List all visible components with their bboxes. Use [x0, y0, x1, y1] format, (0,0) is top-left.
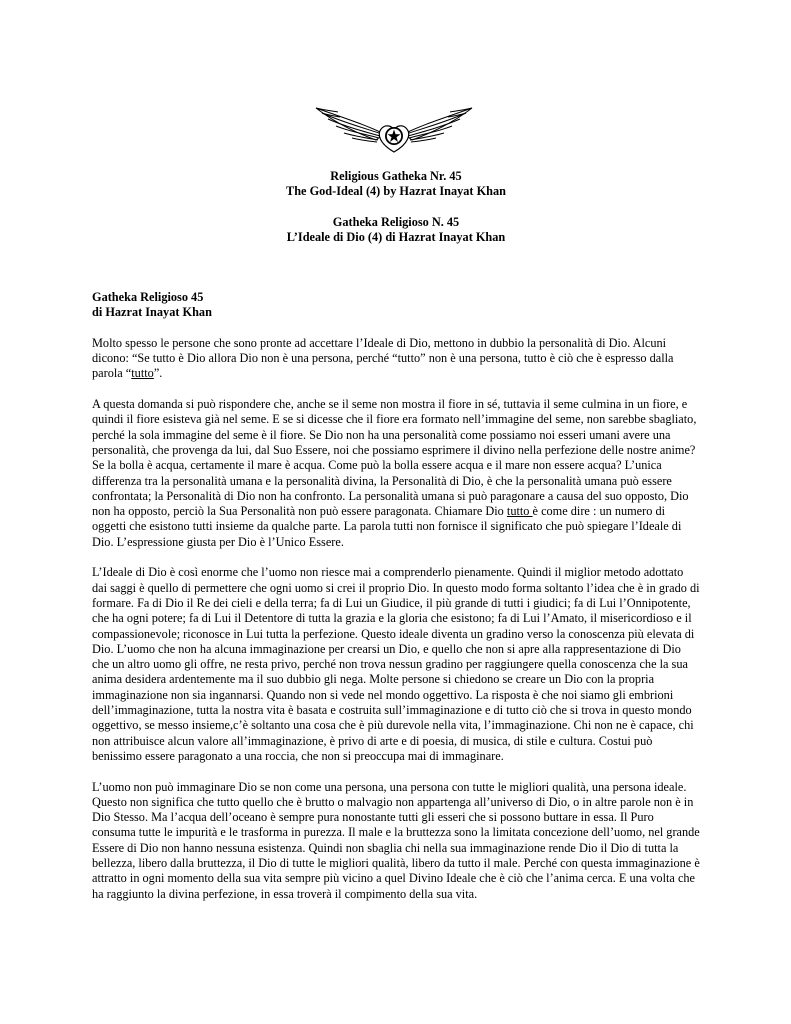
title-english-line1: Religious Gatheka Nr. 45 [330, 169, 462, 183]
paragraph-2-underlined: tutto [506, 504, 533, 519]
section-heading-line1: Gatheka Religioso 45 [92, 290, 204, 304]
paragraph-1-underlined: tutto [131, 366, 154, 381]
title-english-line2: The God-Ideal (4) by Hazrat Inayat Khan [286, 184, 506, 199]
paragraph-3: L’Ideale di Dio è così enorme che l’uomo non riesce mai a comprenderlo pienamente. Quindi il miglior metodo adottato dai saggi è quello di permettere che ogni uomo si crei il proprio Dio. In questo modo forma soltanto l’idea che è in grado di formare. Fa di Dio il Re dei cieli e della terra; fa di Lui un Giudice, il più grande di tutti i giudici; fa di Lui l’Onnipotente, che ha ogni potere; fa di Lui il Detentore di tutta la grazia e la gloria che esistono; fa di Lui l’Amato, il misericordioso e il compassionevole; riconosce in Lui tutta la perfezione. Questo ideale diventa un gradino verso la conoscenza più elevata di Dio. L’uomo che non ha alcuna immaginazione per crearsi un Dio, e quello che non si apre alla rappresentazione di Dio che un altro uomo gli offre, ne resta privo, perché non trova nessun gradino per raggiungere quella conoscenza che la sua anima desidera ardentemente ma il suo dubbio gli nega. Molte persone si chiedono se creare un Dio con la propria immaginazione non sia ingannarsi. Quando non si vede nel mondo oggettivo. La risposta è che noi siamo gli embrioni dell’immaginazione, tutta la nostra vita è basata e costruita sull’immaginazione e di tutto ciò che si trova in questo mondo oggettivo, se messo insieme,c’è soltanto una cosa che è più durevole nella vita, l’immaginazione. Chi non ne è capace, chi non attribuisce alcun valore all’immaginazione, è privo di arte e di poesia, di musica, di stile e cultura. Costui può benissimo essere paragonato a una roccia, che non si preoccupa mai di immaginare. [92, 565, 700, 763]
paragraph-1-text-a: Molto spesso le persone che sono pronte ad accettare l’Ideale di Dio, mettono in dubbio la personalità di Dio. Alcuni dicono: “Se tutto è Dio allora Dio non è una persona, perché “tutto” non è una persona, tutto è ciò che è espresso dalla parola “ [92, 335, 674, 381]
paragraph-1-text-b: ”. [153, 366, 163, 381]
paragraph-2 [92, 397, 700, 550]
paragraph-1 [92, 336, 700, 382]
winged-star-emblem-icon [314, 104, 474, 156]
section-heading-line2: di Hazrat Inayat Khan [92, 305, 212, 320]
title-italian-line1: Gatheka Religioso N. 45 [332, 214, 460, 229]
paragraph-2-text-a: A questa domanda si può rispondere che, anche se il seme non mostra il fiore in sé, tuttavia il seme culmina in un fiore, e quindi il fiore esisteva già nel seme. E se si dicesse che il fiore era formato nell’immagine del seme, non sarebbe sbagliato, perché la sola immagine del seme è il fiore. Se Dio non ha una personalità come possiamo noi esseri umani avere una personalità, che provenga da lui, dal Suo Essere, noi che possiamo esprimere il divino nella perfezione delle nostre anime? Se la bolla è acqua, certamente il mare è acqua. Come può la bolla essere acqua e il mare non essere acqua? L’unica differenza tra la personalità umana e la personalità divina, la Personalità di Dio, è che la personalità umana può essere confrontata; la Personalità di Dio non ha confronto. La personalità umana si può paragonare a causa del suo opposto, Dio non ha opposto, perciò la Sua Personalità non può essere paragonata. Chiamare Dio [92, 397, 697, 519]
document-titles [96, 169, 696, 245]
document-body [92, 290, 700, 902]
title-italian-line2: L’Ideale di Dio (4) di Hazrat Inayat Khan [286, 230, 506, 245]
paragraph-2-text-b: è come dire : un numero di oggetti che esistono tutti insieme da qualche parte. La parola tutti non fornisce il significato che può spiegare l’Ideale di Dio. L’espressione giusta per Dio è l’Unico Essere. [92, 504, 682, 549]
paragraph-4: L’uomo non può immaginare Dio se non come una persona, una persona con tutte le migliori qualità, una persona ideale. Questo non significa che tutto quello che è brutto o malvagio non appartenga all’universo di Dio, o in altre parole non è in Dio Stesso. Ma l’acqua dell’oceano è sempre pura nonostante tutti gli esseri che si possono buttare in essa. Il Puro consuma tutte le impurità e le trasforma in purezza. Il male e la bruttezza sono la limitata concezione dell’uomo, nel grande Essere di Dio non hanno nessuna esistenza. Quindi non sbaglia chi nella sua immaginazione rende Dio il Dio di tutta la bellezza, libero dalla bruttezza, il Dio di tutte le migliori qualità, libero da tutto il male. Perché con questa immaginazione è attratto in ogni momento della sua vita sempre più vicino a quel Divino Ideale che è ciò che l’anima cerca. E una volta che ha raggiunto la divina perfezione, in essa troverà il compimento della sua vita. [92, 779, 700, 901]
